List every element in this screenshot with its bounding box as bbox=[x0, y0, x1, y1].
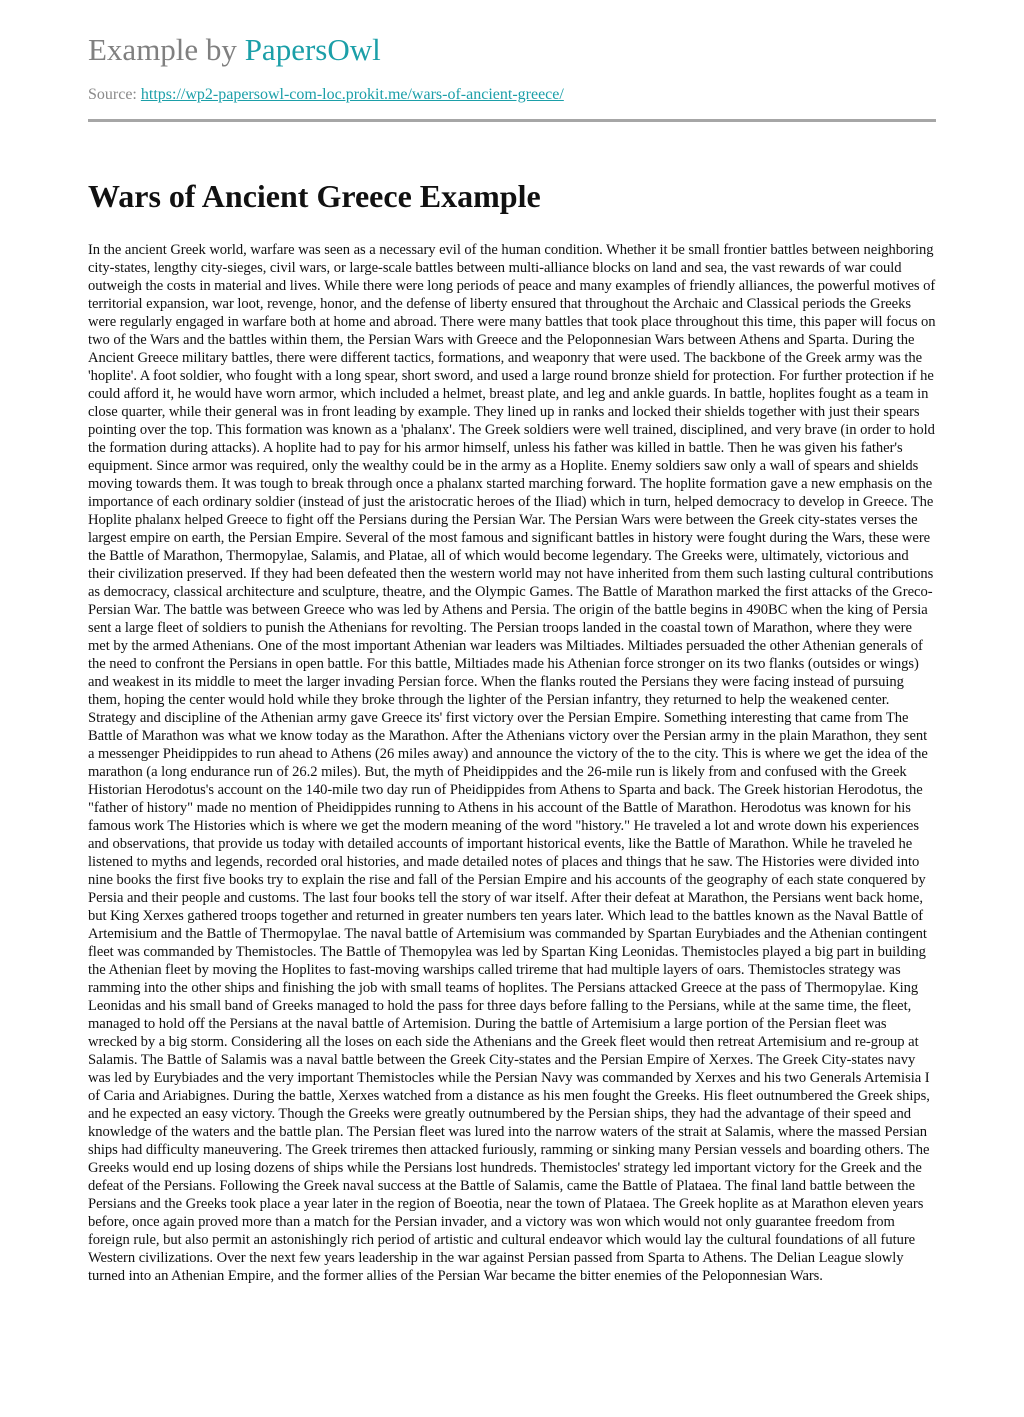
document-title: Wars of Ancient Greece Example bbox=[88, 178, 541, 214]
header-divider bbox=[88, 119, 936, 122]
brand-name[interactable]: PapersOwl bbox=[244, 32, 381, 67]
source-label: Source: bbox=[88, 86, 141, 103]
source-link[interactable]: https://wp2-papersowl-com-loc.prokit.me/wars-of-ancient-greece/ bbox=[140, 86, 564, 103]
brand-prefix: Example by bbox=[88, 32, 245, 67]
page bbox=[88, 0, 936, 1285]
document-body: In the ancient Greek world, warfare was seen as a necessary evil of the human condition. Whether it be small frontier battles between neighboring city-states, lengthy city-sieges, civil wars, or large-scale battles between multi-alliance blocks on land and sea, the vast rewards of war could outweigh the costs in material and lives. While there were long periods of peace and many examples of friendly alliances, the powerful motives of territorial expansion, war loot, revenge, honor, and the defense of liberty ensured that throughout the Archaic and Classical periods the Greeks were regularly engaged in warfare both at home and abroad. There were many battles that took place throughout this time, this paper will focus on two of the Wars and the battles within them, the Persian Wars with Greece and the Peloponnesian Wars between Athens and Sparta. During the Ancient Greece military battles, there were different tactics, formations, and weaponry that were used. The backbone of the Greek army was the 'hoplite'. A foot soldier, who fought with a long spear, short sword, and used a large round bronze shield for protection. For further protection if he could afford it, he would have worn armor, which included a helmet, breast plate, and leg and ankle guards. In battle, hoplites fought as a team in close quarter, while their general was in front leading by example. They lined up in ranks and locked their shields together with just their spears pointing over the top. This formation was known as a 'phalanx'. The Greek soldiers were well trained, disciplined, and very brave (in order to hold the formation during attacks). A hoplite had to pay for his armor himself, unless his father was killed in battle. Then he was given his father's equipment. Since armor was required, only the wealthy could be in the army as a Hoplite. Enemy soldiers saw only a wall of spears and shields moving towards them. It was tough to break through once a phalanx started marching forward. The hoplite formation gave a new emphasis on the importance of each ordinary soldier (instead of just the aristocratic heroes of the Iliad) which in turn, helped democracy to develop in Greece. The Hoplite phalanx helped Greece to fight off the Persians during the Persian War. The Persian Wars were between the Greek city-states verses the largest empire on earth, the Persian Empire. Several of the most famous and significant battles in history were fought during the Wars, these were the Battle of Marathon, Thermopylae, Salamis, and Platae, all of which would become legendary. The Greeks were, ultimately, victorious and their civilization preserved. If they had been defeated then the western world may not have inherited from them such lasting cultural contributions as democracy, classical architecture and sculpture, theatre, and the Olympic Games. The Battle of Marathon marked the first attacks of the Greco-Persian War. The battle was between Greece who was led by Athens and Persia. The origin of the battle begins in 490BC when the king of Persia sent a large fleet of soldiers to punish the Athenians for revolting. The Persian troops landed in the coastal town of Marathon, where they were met by the armed Athenians. One of the most important Athenian war leaders was Miltiades. Miltiades persuaded the other Athenian generals of the need to confront the Persians in open battle. For this battle, Miltiades made his Athenian force stronger on its two flanks (outsides or wings) and weakest in its middle to meet the larger invading Persian force. When the flanks routed the Persians they were facing instead of pursuing them, hoping the center would hold while they broke through the lighter of the Persian infantry, they returned to help the weakened center. Strategy and discipline of the Athenian army gave Greece its' first victory over the Persian Empire. Something interesting that came from The Battle of Marathon was what we know today as the Marathon. After the Athenians victory over the Persian army in the plain Marathon, they sent a messenger Pheidippides to run ahead to Athens (26 miles away) and announce the victory of the to the city. This is where we get the idea of the marathon (a long endurance run of 26.2 miles). But, the myth of Pheidippides and the 26-mile run is likely from and confused with the Greek Historian Herodotus's account on the 140-mile two day run of Pheidippides from Athens to Sparta and back. The Greek historian Herodotus, the "father of history" made no mention of Pheidippides running to Athens in his account of the Battle of Marathon. Herodotus was known for his famous work The Histories which is where we get the modern meaning of the word "history." He traveled a lot and wrote down his experiences and observations, that provide us today with detailed accounts of important historical events, like the Battle of Marathon. While he traveled he listened to myths and legends, recorded oral histories, and made detailed notes of places and things that he saw. The Histories were divided into nine books the first five books try to explain the rise and fall of the Persian Empire and his accounts of the geography of each state conquered by Persia and their people and customs. The last four books tell the story of war itself. After their defeat at Marathon, the Persians went back home, but King Xerxes gathered troops together and returned in greater numbers ten years later. Which lead to the battles known as the Naval Battle of Artemisium and the Battle of Thermopylae. The naval battle of Artemisium was commanded by Spartan Eurybiades and the Athenian contingent fleet was commanded by Themistocles. The Battle of Themopylea was led by Spartan King Leonidas. Themistocles played a big part in building the Athenian fleet by moving the Hoplites to fast-moving warships called trireme that had multiple layers of oars. Themistocles strategy was ramming into the other ships and finishing the job with small teams of hoplites. The Persians attacked Greece at the pass of Thermopylae. King Leonidas and his small band of Greeks managed to hold the pass for three days before falling to the Persians, while at the same time, the fleet, managed to hold off the Persians at the naval battle of Artemision. During the battle of Artemisium a large portion of the Persian fleet was wrecked by a big storm. Considering all the loses on each side the Athenians and the Greek fleet would then retreat Artemisium and re-group at Salamis. The Battle of Salamis was a naval battle between the Greek City-states and the Persian Empire of Xerxes. The Greek City-states navy was led by Eurybiades and the very important Themistocles while the Persian Navy was commanded by Xerxes and his two Generals Artemisia I of Caria and Ariabignes. During the battle, Xerxes watched from a distance as his men fought the Greeks. His fleet outnumbered the Greek ships, and he expected an easy victory. Though the Greeks were greatly outnumbered by the Persian ships, they had the advantage of their speed and knowledge of the waters and the battle plan. The Persian fleet was lured into the narrow waters of the strait at Salamis, where the massed Persian ships had difficulty maneuvering. The Greek triremes then attacked furiously, ramming or sinking many Persian vessels and boarding others. The Greeks would end up losing dozens of ships while the Persians lost hundreds. Themistocles' strategy led important victory for the Greek and the defeat of the Persians. Following the Greek naval success at the Battle of Salamis, came the Battle of Plataea. The final land battle between the Persians and the Greeks took place a year later in the region of Boeotia, near the town of Plataea. The Greek hoplite as at Marathon eleven years before, once again proved more than a match for the Persian invader, and a victory was won which would not only guarantee freedom from foreign rule, but also permit an astonishingly rich period of artistic and cultural endeavor which would lay the cultural foundations of all future Western civilizations. Over the next few years leadership in the war against Persian passed from Sparta to Athens. The Delian League slowly turned into an Athenian Empire, and the former allies of the Persian War became the bitter enemies of the Peloponnesian Wars. bbox=[88, 242, 936, 1284]
site-branding bbox=[88, 0, 936, 70]
source-line bbox=[88, 85, 936, 105]
